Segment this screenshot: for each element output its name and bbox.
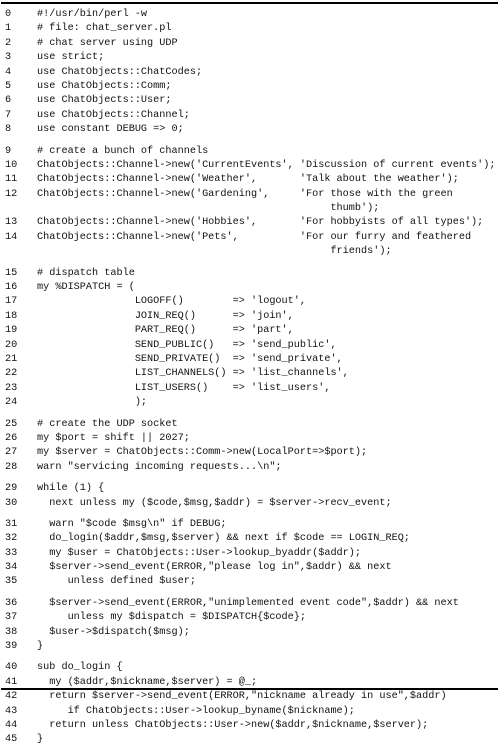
line-number: 34	[5, 562, 18, 574]
code-line	[1, 353, 498, 367]
line-source: use ChatObjects::ChatCodes;	[37, 66, 203, 78]
code-line	[1, 267, 498, 281]
code-line	[1, 518, 498, 532]
line-number: 33	[5, 547, 18, 559]
line-source: use ChatObjects::Comm;	[37, 80, 172, 92]
code-line	[1, 281, 498, 295]
line-source: # chat server using UDP	[37, 37, 178, 49]
code-line	[1, 532, 498, 546]
line-number: 15	[5, 267, 18, 279]
line-source: # create a bunch of channels	[37, 145, 209, 157]
code-line	[1, 22, 498, 36]
line-number: 41	[5, 676, 18, 688]
line-source: $server->send_event(ERROR,"please log in",$addr) && next	[37, 562, 392, 574]
code-line	[1, 173, 498, 187]
line-number: 9	[5, 145, 12, 157]
line-source: use strict;	[37, 52, 105, 64]
line-number: 19	[5, 325, 18, 337]
code-line	[1, 418, 498, 432]
line-number: 13	[5, 217, 18, 229]
line-source: unless my $dispatch = $DISPATCH{$code};	[37, 612, 306, 624]
line-number: 27	[5, 447, 18, 459]
line-source: ChatObjects::Channel->new('CurrentEvents', 'Discussion of current events');	[37, 159, 496, 171]
code-line	[1, 245, 498, 259]
line-number: 7	[5, 109, 12, 121]
line-number: 31	[5, 518, 18, 530]
line-number: 24	[5, 397, 18, 409]
line-source: ChatObjects::Channel->new('Weather', 'Talk about the weather');	[37, 174, 459, 186]
line-number: 25	[5, 418, 18, 430]
code-line	[1, 575, 498, 589]
line-source: thumb');	[37, 203, 380, 215]
code-line	[1, 324, 498, 338]
line-source: warn "$code $msg\n" if DEBUG;	[37, 518, 227, 530]
line-number: 14	[5, 231, 18, 243]
line-source: return unless ChatObjects::User->new($addr,$nickname,$server);	[37, 719, 429, 731]
line-source: my ($addr,$nickname,$server) = @_;	[37, 676, 258, 688]
line-number: 16	[5, 282, 18, 294]
code-line	[1, 661, 498, 675]
line-number: 42	[5, 691, 18, 703]
line-source: }	[37, 734, 44, 746]
line-source: use ChatObjects::Channel;	[37, 109, 190, 121]
code-line	[1, 611, 498, 625]
line-source: $server->send_event(ERROR,"unimplemented event code",$addr) && next	[37, 597, 459, 609]
line-number: 30	[5, 497, 18, 509]
line-source: ChatObjects::Channel->new('Gardening', 'For those with the green	[37, 188, 453, 200]
line-number: 36	[5, 597, 18, 609]
code-line	[1, 461, 498, 475]
code-line	[1, 676, 498, 690]
code-line	[1, 123, 498, 137]
line-number: 4	[5, 66, 12, 78]
code-line	[1, 295, 498, 309]
line-number: 20	[5, 339, 18, 351]
code-line	[1, 396, 498, 410]
line-source: ChatObjects::Channel->new('Pets', 'For our furry and feathered	[37, 231, 472, 243]
line-source: LIST_CHANNELS() => 'list_channels',	[37, 368, 349, 380]
line-number: 6	[5, 95, 12, 107]
line-number: 8	[5, 124, 12, 136]
line-source: # dispatch table	[37, 267, 135, 279]
line-source: JOIN_REQ() => 'join',	[37, 310, 294, 322]
code-line	[1, 626, 498, 640]
line-source: friends');	[37, 246, 392, 258]
code-line	[1, 382, 498, 396]
line-source: PART_REQ() => 'part',	[37, 325, 294, 337]
code-body	[1, 8, 498, 748]
code-line	[1, 8, 498, 22]
line-source: # create the UDP socket	[37, 418, 178, 430]
code-line	[1, 202, 498, 216]
line-number: 17	[5, 296, 18, 308]
line-number: 1	[5, 23, 12, 35]
code-line	[1, 705, 498, 719]
line-number: 37	[5, 612, 18, 624]
line-number: 12	[5, 188, 18, 200]
line-source: my %DISPATCH = (	[37, 282, 135, 294]
code-line	[1, 690, 498, 704]
line-number: 38	[5, 626, 18, 638]
code-line	[1, 66, 498, 80]
code-line	[1, 188, 498, 202]
code-line	[1, 159, 498, 173]
code-line	[1, 216, 498, 230]
code-line	[1, 231, 498, 245]
line-source: if ChatObjects::User->lookup_byname($nickname);	[37, 705, 355, 717]
line-number: 28	[5, 461, 18, 473]
line-number: 5	[5, 80, 12, 92]
line-source: sub do_login {	[37, 662, 123, 674]
line-source: warn "servicing incoming requests...\n";	[37, 461, 282, 473]
code-line	[1, 310, 498, 324]
line-number	[1, 245, 37, 259]
line-number: 39	[5, 641, 18, 653]
line-source: #!/usr/bin/perl -w	[37, 9, 148, 20]
code-line	[1, 497, 498, 511]
line-source: my $port = shift || 2027;	[37, 432, 190, 444]
code-line	[1, 733, 498, 747]
line-number: 23	[5, 382, 18, 394]
line-source: use ChatObjects::User;	[37, 95, 172, 107]
line-source: unless defined $user;	[37, 576, 196, 588]
line-number: 2	[5, 37, 12, 49]
line-number: 35	[5, 576, 18, 588]
line-number: 44	[5, 719, 18, 731]
code-line	[1, 80, 498, 94]
line-source: # file: chat_server.pl	[37, 23, 172, 35]
line-number: 10	[5, 159, 18, 171]
line-source: $user->$dispatch($msg);	[37, 626, 190, 638]
line-source: do_login($addr,$msg,$server) && next if $code == LOGIN_REQ;	[37, 533, 410, 545]
line-number: 45	[5, 734, 18, 746]
line-number	[1, 202, 37, 216]
code-line	[1, 94, 498, 108]
code-line	[1, 561, 498, 575]
code-listing	[1, 2, 498, 746]
code-line	[1, 640, 498, 654]
line-number: 43	[5, 705, 18, 717]
line-number: 21	[5, 353, 18, 365]
code-line	[1, 547, 498, 561]
code-line	[1, 482, 498, 496]
line-number: 40	[5, 662, 18, 674]
line-number: 22	[5, 368, 18, 380]
code-line	[1, 597, 498, 611]
line-source: SEND_PUBLIC() => 'send_public',	[37, 339, 337, 351]
line-source: use constant DEBUG => 0;	[37, 124, 184, 136]
line-source: my $server = ChatObjects::Comm->new(LocalPort=>$port);	[37, 447, 368, 459]
code-line	[1, 37, 498, 51]
line-number: 11	[5, 174, 18, 186]
line-source: }	[37, 641, 44, 653]
line-number: 29	[5, 483, 18, 495]
line-number: 32	[5, 533, 18, 545]
line-number: 3	[5, 52, 12, 64]
line-source: ChatObjects::Channel->new('Hobbies', 'For hobbyists of all types');	[37, 217, 484, 229]
line-number: 26	[5, 432, 18, 444]
code-line	[1, 719, 498, 733]
line-source: LOGOFF() => 'logout',	[37, 296, 306, 308]
code-line	[1, 145, 498, 159]
line-source: return $server->send_event(ERROR,"nickname already in use",$addr)	[37, 691, 447, 703]
code-line	[1, 109, 498, 123]
line-source: while (1) {	[37, 483, 105, 495]
line-source: next unless my ($code,$msg,$addr) = $server->recv_event;	[37, 497, 392, 509]
line-source: );	[37, 397, 148, 409]
line-source: my $user = ChatObjects::User->lookup_byaddr($addr);	[37, 547, 362, 559]
code-line	[1, 367, 498, 381]
line-source: LIST_USERS() => 'list_users',	[37, 382, 331, 394]
code-line	[1, 339, 498, 353]
code-line	[1, 51, 498, 65]
line-number: 18	[5, 310, 18, 322]
line-number: 0	[5, 9, 12, 20]
code-line	[1, 446, 498, 460]
line-source: SEND_PRIVATE() => 'send_private',	[37, 353, 343, 365]
code-line	[1, 432, 498, 446]
